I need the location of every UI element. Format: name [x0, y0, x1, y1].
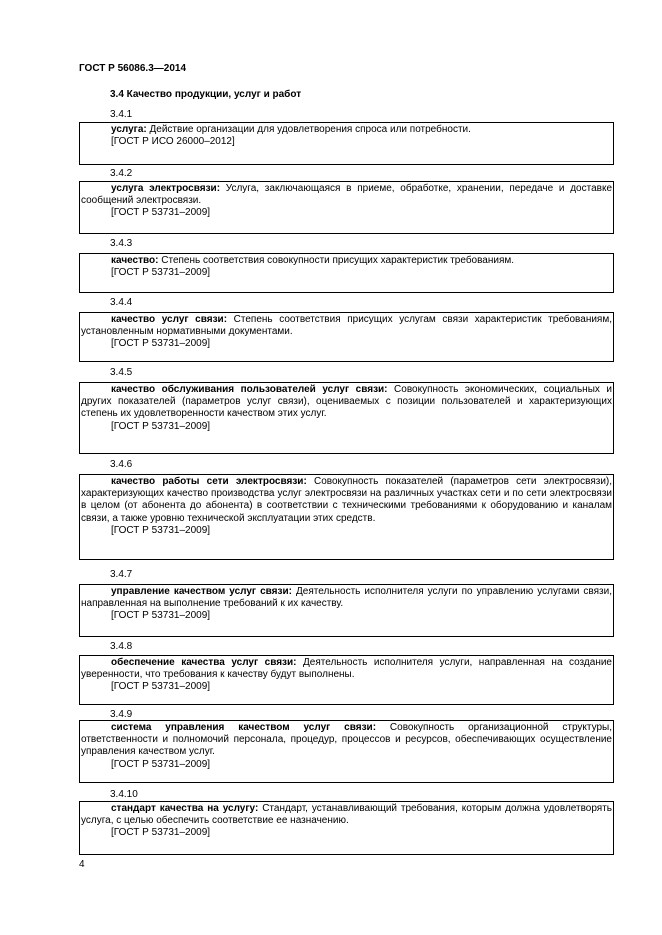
term-name: услуга:: [111, 124, 147, 135]
section-title: 3.4 Качество продукции, услуг и работ: [110, 89, 302, 100]
term-body: [81, 124, 612, 136]
term-name: качество услуг связи:: [111, 314, 228, 325]
term-reference: [ГОСТ Р 53731–2009]: [111, 420, 211, 432]
term-entry-box: [79, 801, 614, 855]
term-definition: Деятельность исполнителя услуги, направленная на создание уверенности, что требования к качеству будут выполнены.: [81, 657, 612, 681]
term-reference: [ГОСТ Р 53731–2009]: [111, 610, 211, 622]
term-definition: Деятельность исполнителя услуги по управлению услугами связи, направленная на выполнение требований к их качеству.: [81, 586, 612, 610]
term-reference: [ГОСТ Р 53731–2009]: [111, 681, 211, 693]
term-number: 3.4.10: [110, 789, 138, 800]
term-entry-box: [79, 382, 614, 454]
term-reference: [ГОСТ Р 53731–2009]: [111, 758, 211, 770]
term-body: [81, 384, 612, 421]
term-name: управление качеством услуг связи:: [111, 586, 292, 597]
term-definition: Степень соответствия совокупности присущих характеристик требованиям.: [161, 255, 515, 266]
term-name: качество работы сети электросвязи:: [111, 476, 307, 487]
term-name: услуга электросвязи:: [111, 183, 221, 194]
term-entry-box: [79, 181, 614, 234]
term-reference: [ГОСТ Р ИСО 26000–2012]: [111, 136, 235, 148]
term-definition: Стандарт, устанавливающий требования, которым должна удовлетворять услуга, с целью обеспечить соответствие ее назначению.: [81, 803, 613, 827]
term-entry-box: [79, 584, 614, 637]
term-number: 3.4.6: [110, 459, 133, 470]
term-number: 3.4.1: [110, 109, 133, 120]
term-name: стандарт качества на услугу:: [111, 803, 259, 814]
term-reference: [ГОСТ Р 53731–2009]: [111, 524, 211, 536]
term-definition: Действие организации для удовлетворения спроса или потребности.: [149, 124, 471, 135]
term-entry-box: [79, 122, 614, 165]
term-body: [81, 657, 612, 681]
term-name: обеспечение качества услуг связи:: [111, 657, 297, 668]
term-reference: [ГОСТ Р 53731–2009]: [111, 207, 211, 219]
term-body: [81, 476, 612, 525]
term-definition: Совокупность экономических, социальных и других показателей (параметров услуг связи), оцениваемых с позиции пользователей и характеризующих степень их удовлетворенности качеством этих услуг.: [81, 384, 612, 420]
term-body: [81, 314, 612, 338]
term-entry-box: [79, 474, 614, 560]
term-number: 3.4.8: [110, 641, 133, 652]
term-name: качество обслуживания пользователей услуг связи:: [111, 384, 388, 395]
term-entry-box: [79, 655, 614, 705]
term-definition: Совокупность показателей (параметров сети электросвязи), характеризующих качество производства услуг электросвязи на различных участках сети и по сети электросвязи в целом (от абонента до абонента) в соответствии с техническими требованиями к оборудованию и каналам связи, а также уровню технической эксплуатации этих средств.: [81, 476, 613, 524]
term-name: система управления качеством услуг связи:: [111, 722, 377, 733]
term-body: [81, 722, 612, 759]
term-number: 3.4.7: [110, 569, 133, 580]
term-entry-box: [79, 312, 614, 362]
term-number: 3.4.3: [110, 238, 133, 249]
term-definition: Услуга, заключающаяся в приеме, обработке, хранении, передаче и доставке сообщений электросвязи.: [81, 183, 613, 207]
term-body: [81, 255, 612, 267]
term-definition: Совокупность организационной структуры, ответственности и полномочий персонала, процедур, процессов и ресурсов, обеспечивающих осуществление управления качеством услуг.: [81, 722, 613, 758]
term-entry-box: [79, 253, 614, 293]
term-reference: [ГОСТ Р 53731–2009]: [111, 267, 211, 279]
term-number: 3.4.9: [110, 709, 133, 720]
term-body: [81, 183, 612, 207]
document-code: ГОСТ Р 56086.3—2014: [79, 63, 187, 74]
term-number: 3.4.4: [110, 297, 133, 308]
term-body: [81, 803, 612, 827]
term-number: 3.4.2: [110, 168, 133, 179]
term-name: качество:: [111, 255, 159, 266]
term-definition: Степень соответствия присущих услугам связи характеристик требованиям, установленным нормативными документами.: [81, 314, 612, 338]
page-number: 4: [79, 859, 85, 870]
term-reference: [ГОСТ Р 53731–2009]: [111, 338, 211, 350]
term-entry-box: [79, 720, 614, 783]
term-reference: [ГОСТ Р 53731–2009]: [111, 827, 211, 839]
term-number: 3.4.5: [110, 367, 133, 378]
term-body: [81, 586, 612, 610]
